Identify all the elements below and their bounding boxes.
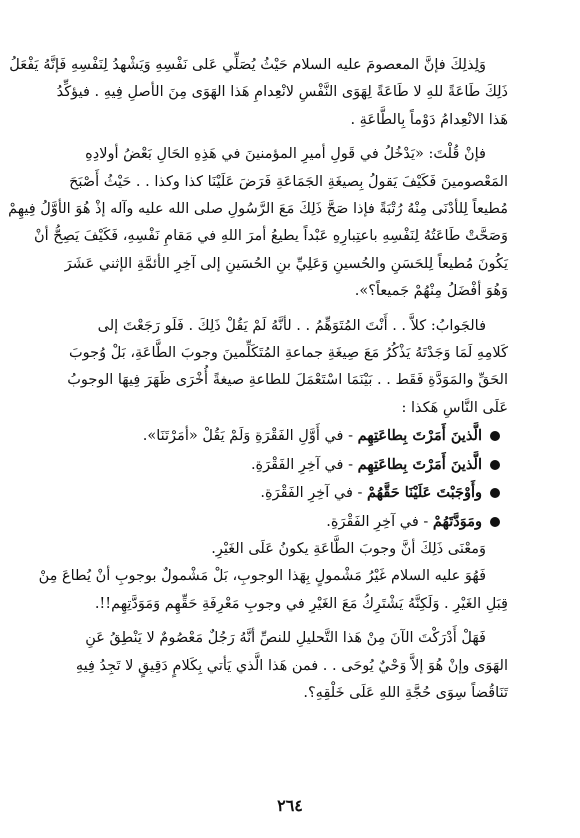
page-number: ٢٦٤ xyxy=(277,796,303,815)
paragraph-5 xyxy=(38,563,508,618)
list-item xyxy=(72,508,508,537)
text-line: الحَقِّ والمَوَدَّةِ فَقَط . . بَيْنَمَا اسْتَعْمَلَ للطاعةِ صيغةً أُخْرَى ظَهَرَ فِيهَا الوجوبُ xyxy=(67,372,508,389)
text-line: تَنَاقُضاً سِوَى حُجَّةِ اللهِ عَلَى خَلْقِهِ؟. xyxy=(303,685,508,702)
bullet-icon xyxy=(490,460,500,470)
bullet-icon xyxy=(490,431,500,441)
paragraph-4 xyxy=(72,536,508,563)
text-line: وَهُوَ أفْضَلُ مِنْهُمْ جَميعاً؟». xyxy=(354,283,508,300)
text-line: وَمعْنَى ذَلِكَ أنَّ وجوبَ الطَّاعَةِ يكونُ عَلَى الغَيْرِ. xyxy=(211,541,486,558)
text-line: الهَوَى وإنْ هُوَ إلاَّ وَحْيٌ يُوحَى . . فمن هَذا الَّذي يَأتي بِكَلامٍ دَقِيقٍ لا تَجِدُ فِيهِ xyxy=(75,657,508,674)
text-line: عَلَى النَّاسِ هَكذا : xyxy=(401,399,508,416)
bullet-quote: الَّذينَ أَمَرْتَ بِطاعَتِهِم xyxy=(357,455,482,473)
text-line: فَهُوَ عليه السلام غَيْرُ مَشْمولٍ بِهَذا الوجوبِ، بَلْ مَشْمولٌ بوجوبِ أنْ يُطاعَ مِنْ xyxy=(38,568,486,585)
paragraph-3 xyxy=(67,313,508,423)
text-line: مُطيعاً لِلأدْنَى مِنْهُ رُتْبَةً فإذا صَحَّ ذَلِكَ مَعَ الرَّسُولِ صلى الله عليه وآله إذْ هُوَ الأوَّلُ فِيهِمْ xyxy=(8,200,508,217)
text-line: قِبَلِ الغَيْرِ . وَلَكِنَّهُ يَشْتَرِكُ مَعَ الغَيْرِ في وجوبِ مَعْرِفَةِ حَقِّهِم وَمَوَدَّتِهِم!!. xyxy=(94,595,508,612)
text-line: وَلِذلِكَ فإنَّ المعصومَ عليه السلام حَيْثُ يُصَلِّي عَلى نَفْسِهِ وَيَشْهدُ لِنَفْسِهِ فَإنَّهُ يَفْعَلُ xyxy=(9,57,486,73)
list-item xyxy=(72,479,508,508)
bullet-note: - في آخِرِ الفَقْرَةِ. xyxy=(260,485,368,502)
text-line: يَكُونَ مُطيعاً لِلحَسَنِ والحُسينِ وَعَلِيِّ بنِ الحُسَينِ إلى آخِرِ الأئمَّةِ الإثني عَشَرَ xyxy=(64,255,508,272)
text-line: فالجَوابُ: كلاَّ . . أَنْتَ المُتَوَهِّمُ . . لأنَّهُ لَمْ يَقُلْ ذَلِكَ . فَلَو رَجَعْتَ إلى xyxy=(97,317,486,334)
paragraph-6 xyxy=(72,625,508,707)
text-line: وَصَحَّتْ طَاعَتُهُ لِنَفْسِهِ باعتِبارِهِ عَبْداً يطيعُ أمرَ اللهِ في مَقامِ نَفْسِهِ، فَكَيْفَ يَصِحُّ أنْ xyxy=(33,228,508,245)
bullet-note: - في آخِرِ الفَقْرَةِ. xyxy=(250,456,358,473)
paragraph-1 xyxy=(9,52,508,134)
text-line: كَلامِهِ لَمَا وَجَدْتَهُ يَذْكُرُ مَعَ صِيغَةِ جماعةِ المُتَكَلِّمينَ وجوبَ الطَّاعَةِ، بَلْ وُجوبَ xyxy=(69,344,508,361)
page-body xyxy=(8,52,508,707)
paragraph-2 xyxy=(8,141,508,305)
text-line: فَهَلْ أَدْرَكْتَ الآنَ مِنْ هَذا التَّحليلِ للنصِّ أنَّهُ رَجُلٌ مَعْصُومٌ لا يَنْطِقُ عَنِ xyxy=(85,630,486,647)
bullet-quote: وأَوْجَبْتَ عَلَيْنَا حَقَّهُمْ xyxy=(367,484,482,502)
bullet-quote: الَّذينَ أَمَرْتَ بِطاعَتِهِم xyxy=(357,427,482,445)
list-item xyxy=(72,422,508,451)
bullet-list xyxy=(72,422,508,536)
text-line: فإنْ قُلْتَ: «يَدْخُلُ في قَولِ أميرِ المؤمنينَ في هَذِهِ الحَالِ بَعْضُ أولادِهِ xyxy=(85,146,486,163)
text-line: المَعْصومينَ فَكَيْفَ يَقولُ بِصيغَةِ الجَمَاعَةِ فَرَضَ عَلَيْنَا كذا وكذا . . حَيْثُ أَصْبَحَ xyxy=(69,173,508,190)
bullet-note: - في أَوَّلِ الفَقْرَةِ وَلَمْ يَقُلْ «أمَرْتَنَا». xyxy=(142,428,358,445)
bullet-icon xyxy=(490,488,500,498)
text-line: هَذا الانْعِدامُ دَوْماً بِالطَّاعَةِ . xyxy=(350,111,508,128)
list-item xyxy=(72,451,508,480)
text-line: ذَلِكَ طَاعَةً للهِ لا طَاعَةً لِهَوَى النَّفْسِ لانْعِدامِ هَذا الهَوَى مِنَ الأصلِ فِيهِ . فيؤكِّدُ xyxy=(56,84,508,101)
bullet-icon xyxy=(490,517,500,527)
bullet-note: - في آخِرِ الفَقْرَةِ. xyxy=(326,513,433,530)
bullet-quote: ومَوَدَّتَهُمْ xyxy=(432,512,482,530)
